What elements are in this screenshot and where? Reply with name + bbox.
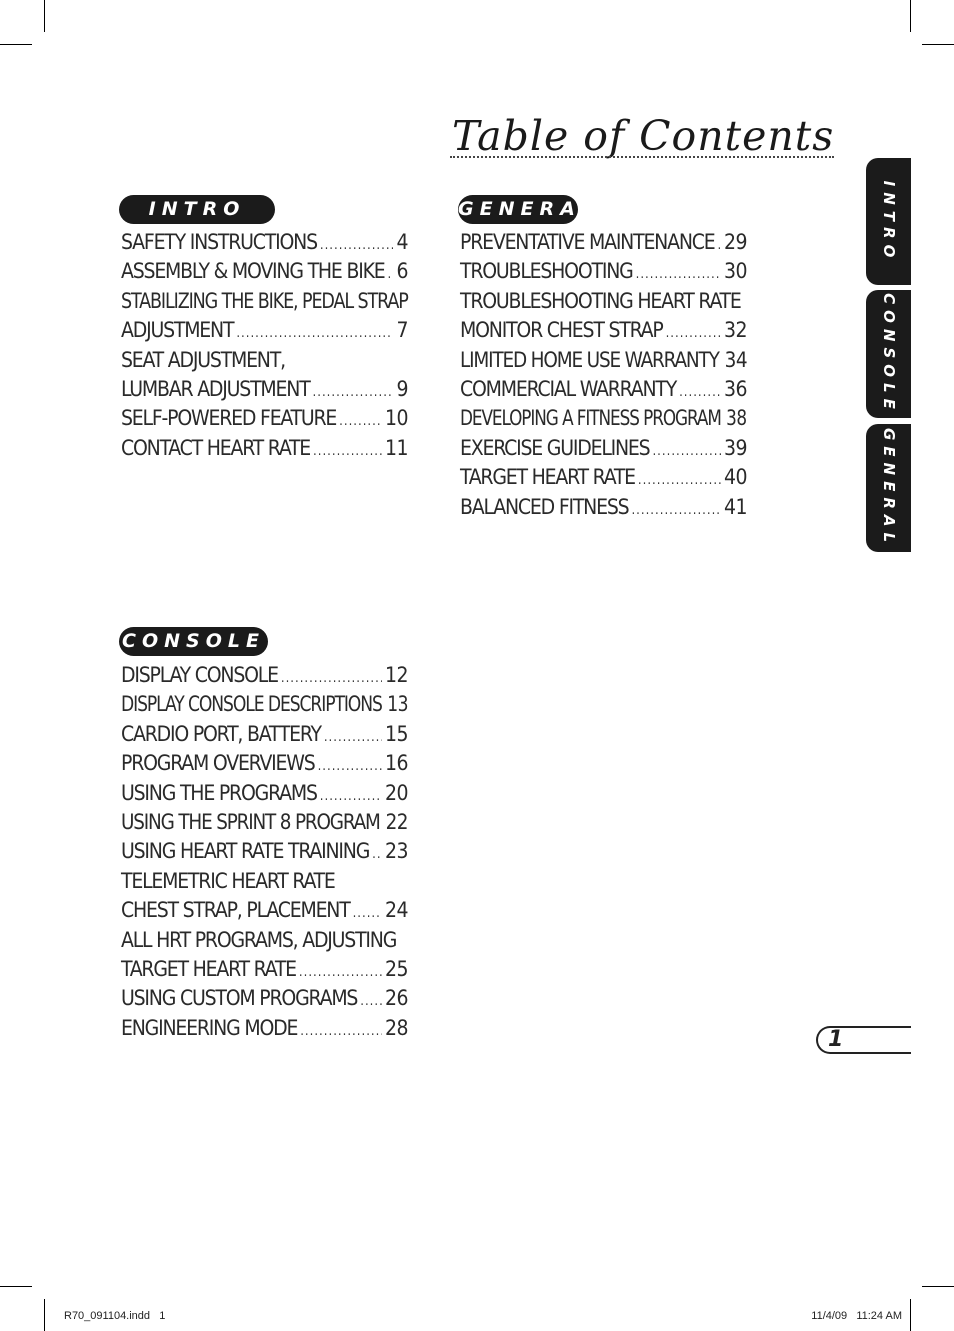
dot-leader: [388, 267, 394, 282]
toc-entry[interactable]: [460, 230, 747, 259]
crop-mark: [44, 0, 45, 32]
toc-entry-page: 36: [723, 376, 747, 401]
toc-entry[interactable]: [460, 259, 747, 288]
toc-list-general: [460, 230, 747, 524]
toc-entry-page: 12: [384, 663, 408, 687]
toc-entry-title: PREVENTATIVE MAINTENANCE: [460, 230, 715, 254]
toc-entry-title: SELF-POWERED FEATURE: [121, 406, 337, 431]
toc-entry-page: 9: [396, 376, 408, 401]
toc-entry-title: TROUBLESHOOTING HEART RATE: [460, 288, 741, 313]
toc-entry[interactable]: [121, 230, 408, 259]
dot-leader: [324, 730, 382, 745]
toc-entry[interactable]: [121, 986, 408, 1015]
toc-entry-page: 13: [387, 692, 409, 717]
crop-mark: [44, 1299, 45, 1331]
toc-entry-title: DISPLAY CONSOLE: [121, 663, 278, 687]
page-number-box: [816, 1026, 911, 1054]
toc-entry[interactable]: [121, 839, 408, 868]
toc-entry[interactable]: [121, 377, 408, 406]
toc-entry-title: DEVELOPING A FITNESS PROGRAM: [460, 406, 721, 431]
toc-entry-title: ASSEMBLY & MOVING THE BIKE: [121, 259, 385, 284]
toc-entry[interactable]: [460, 495, 747, 524]
crop-mark: [910, 1299, 911, 1331]
toc-entry-title: SEAT ADJUSTMENT,: [121, 347, 285, 372]
dot-leader: [320, 789, 382, 804]
toc-entry[interactable]: [121, 663, 408, 692]
section-label-console: CONSOLE: [119, 627, 268, 656]
toc-entry[interactable]: [460, 347, 748, 377]
toc-entry-title: ENGINEERING MODE: [121, 1015, 298, 1040]
toc-entry-page: 7: [396, 318, 408, 343]
toc-entry-title: USING CUSTOM PROGRAMS: [121, 986, 358, 1011]
side-tab-intro[interactable]: [866, 158, 911, 285]
toc-entry-page: 23: [384, 839, 408, 864]
toc-entry[interactable]: [121, 288, 408, 318]
toc-list-console: [121, 663, 408, 1045]
toc-entry-title: TARGET HEART RATE: [460, 465, 635, 490]
toc-entry[interactable]: [121, 781, 408, 810]
toc-entry-page: 6: [396, 259, 408, 284]
toc-entry[interactable]: [121, 869, 408, 898]
toc-entry-page: 26: [384, 986, 408, 1011]
section-label-intro: INTRO: [119, 195, 275, 224]
toc-entry-title: MONITOR CHEST STRAP: [460, 318, 663, 343]
toc-entry-title: CHEST STRAP, PLACEMENT: [121, 898, 350, 923]
toc-entry-page: 11: [384, 435, 408, 460]
toc-entry-title: DISPLAY CONSOLE DESCRIPTIONS: [121, 692, 382, 717]
toc-entry-title: USING THE PROGRAMS: [121, 780, 317, 805]
toc-entry-page: 16: [384, 751, 408, 776]
toc-entry-page: 30: [723, 259, 747, 284]
dot-leader: [318, 759, 382, 774]
toc-entry-title: LIMITED HOME USE WARRANTY: [460, 347, 719, 372]
dot-leader: [360, 994, 382, 1009]
toc-entry-page: 24: [384, 898, 408, 923]
toc-entry[interactable]: [121, 692, 409, 721]
footer-timestamp: 11/4/09 11:24 AM: [811, 1310, 902, 1322]
dot-leader: [313, 385, 394, 400]
toc-entry[interactable]: [121, 259, 408, 288]
toc-entry[interactable]: [460, 318, 747, 347]
toc-entry-page: 22: [385, 809, 408, 834]
toc-entry-title: USING HEART RATE TRAINING: [121, 839, 370, 864]
crop-mark: [0, 1286, 32, 1287]
toc-entry-page: 34: [724, 347, 748, 372]
page-title: Table of Contents: [452, 112, 835, 160]
toc-entry-page: 38: [726, 406, 747, 431]
side-tab-label: GENERAL: [879, 427, 898, 549]
crop-mark: [0, 44, 32, 45]
toc-entry[interactable]: [460, 377, 747, 406]
toc-entry-page: 15: [384, 721, 408, 746]
toc-entry-title: BALANCED FITNESS: [460, 494, 629, 519]
toc-entry-title: USING THE SPRINT 8 PROGRAM: [121, 809, 380, 834]
toc-entry[interactable]: [460, 465, 747, 494]
toc-entry-title: CARDIO PORT, BATTERY: [121, 721, 321, 746]
dot-leader: [372, 847, 382, 862]
dot-leader: [353, 906, 382, 921]
dot-leader: [313, 444, 382, 459]
toc-entry-page: 41: [723, 494, 747, 519]
toc-entry-title: TARGET HEART RATE: [121, 956, 296, 981]
page-number: 1: [828, 1027, 844, 1052]
toc-entry[interactable]: [121, 406, 408, 435]
side-tab-label: INTRO: [879, 180, 898, 263]
toc-entry[interactable]: [121, 898, 408, 927]
toc-entry-title: EXERCISE GUIDELINES: [460, 435, 650, 460]
dot-leader: [631, 503, 721, 518]
dot-leader: [718, 238, 721, 253]
toc-entry[interactable]: [460, 406, 747, 435]
title-dotted-rule: [450, 156, 834, 158]
toc-entry[interactable]: [121, 722, 408, 751]
toc-entry[interactable]: [121, 751, 408, 780]
toc-entry[interactable]: [121, 957, 408, 986]
toc-entry-page: 40: [723, 465, 747, 490]
footer-filename: R70_091104.indd 1: [64, 1310, 166, 1322]
toc-entry-title: ALL HRT PROGRAMS, ADJUSTING: [121, 927, 397, 952]
dot-leader: [652, 444, 720, 459]
toc-entry-page: 28: [384, 1015, 408, 1040]
toc-entry-page: 20: [384, 780, 408, 805]
toc-entry[interactable]: [121, 1016, 408, 1045]
toc-entry[interactable]: [121, 436, 408, 465]
dot-leader: [300, 1024, 382, 1039]
toc-entry-page: 10: [384, 406, 408, 431]
toc-entry[interactable]: [460, 289, 747, 318]
toc-entry[interactable]: [121, 809, 408, 839]
dot-leader: [636, 267, 721, 282]
dot-leader: [236, 326, 393, 341]
crop-mark: [922, 44, 954, 45]
toc-entry[interactable]: [121, 348, 408, 377]
dot-leader: [666, 326, 721, 341]
side-tab-label: CONSOLE: [879, 293, 898, 415]
section-label-general: GENERAL: [458, 195, 578, 224]
dot-leader: [638, 473, 721, 488]
dot-leader: [281, 671, 382, 686]
dot-leader: [299, 965, 382, 980]
toc-entry-title: TROUBLESHOOTING: [460, 259, 633, 284]
side-tab-console[interactable]: [866, 290, 911, 418]
dot-leader: [339, 414, 382, 429]
dot-leader: [320, 238, 394, 253]
toc-entry-page: 25: [384, 956, 408, 981]
toc-entry-title: LUMBAR ADJUSTMENT: [121, 376, 310, 401]
dot-leader: [679, 385, 721, 400]
toc-entry-page: 32: [723, 318, 747, 343]
side-tab-general[interactable]: [866, 424, 911, 552]
toc-entry-title: ADJUSTMENT: [121, 318, 234, 343]
toc-entry-title: COMMERCIAL WARRANTY: [460, 376, 677, 401]
toc-entry-page: 29: [723, 230, 747, 254]
toc-entry-title: TELEMETRIC HEART RATE: [121, 868, 335, 893]
toc-entry-title: STABILIZING THE BIKE, PEDAL STRAP: [121, 288, 408, 313]
toc-entry-page: 4: [396, 230, 408, 254]
toc-entry[interactable]: [121, 928, 408, 957]
toc-entry[interactable]: [121, 318, 408, 347]
toc-list-intro: [121, 230, 408, 465]
crop-mark: [910, 0, 911, 32]
toc-entry-title: PROGRAM OVERVIEWS: [121, 751, 315, 776]
toc-entry-title: CONTACT HEART RATE: [121, 435, 311, 460]
toc-entry[interactable]: [460, 436, 747, 465]
toc-entry-title: SAFETY INSTRUCTIONS: [121, 230, 317, 254]
crop-mark: [922, 1286, 954, 1287]
toc-entry-page: 39: [723, 435, 747, 460]
